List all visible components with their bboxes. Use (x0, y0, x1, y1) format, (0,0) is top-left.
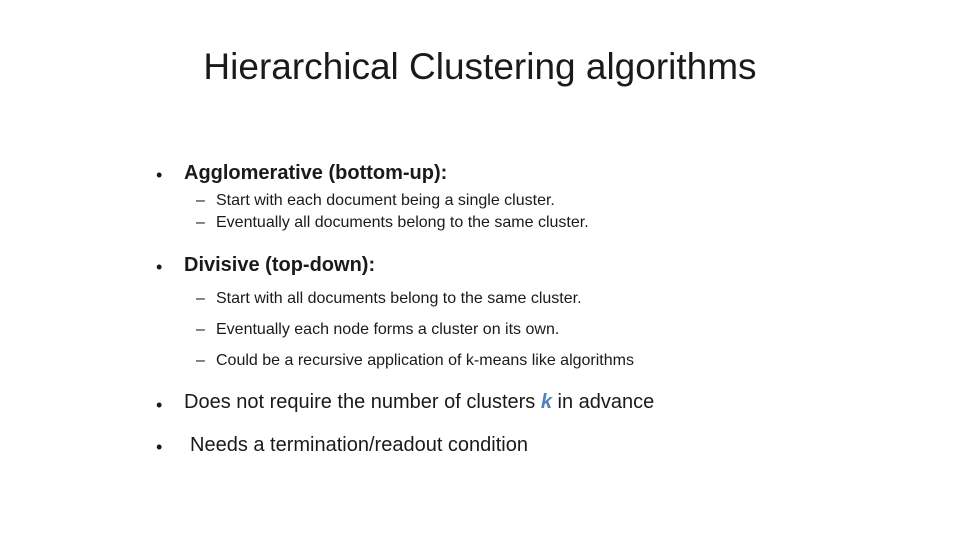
subitem-agglomerative-1: Start with each document being a single cluster. (216, 192, 555, 209)
dash-marker: – (196, 290, 205, 307)
dash-marker: – (196, 192, 205, 209)
dash-marker: – (196, 214, 205, 231)
bullet-agglomerative: Agglomerative (bottom-up): (184, 162, 448, 184)
bullet-marker: • (156, 395, 163, 415)
bullet-marker: • (156, 165, 163, 185)
subitem-agglomerative-2: Eventually all documents belong to the same cluster. (216, 214, 589, 231)
bullet-termination: Needs a termination/readout condition (190, 434, 528, 456)
bullet-text-before: Does not require the number of clusters (184, 391, 541, 413)
slide-title: Hierarchical Clustering algorithms (203, 46, 757, 87)
bullet-text-after: in advance (551, 391, 655, 413)
bullet-marker: • (156, 437, 163, 457)
subitem-divisive-3: Could be a recursive application of k-means like algorithms (216, 352, 634, 369)
k-emphasis: k (540, 391, 552, 413)
bullet-marker: • (156, 257, 163, 277)
dash-marker: – (196, 352, 205, 369)
dash-marker: – (196, 321, 205, 338)
subitem-divisive-2: Eventually each node forms a cluster on its own. (216, 321, 560, 338)
subitem-divisive-1: Start with all documents belong to the same cluster. (216, 290, 582, 307)
bullet-divisive: Divisive (top-down): (184, 254, 376, 276)
bullet-no-k-required (184, 391, 654, 414)
